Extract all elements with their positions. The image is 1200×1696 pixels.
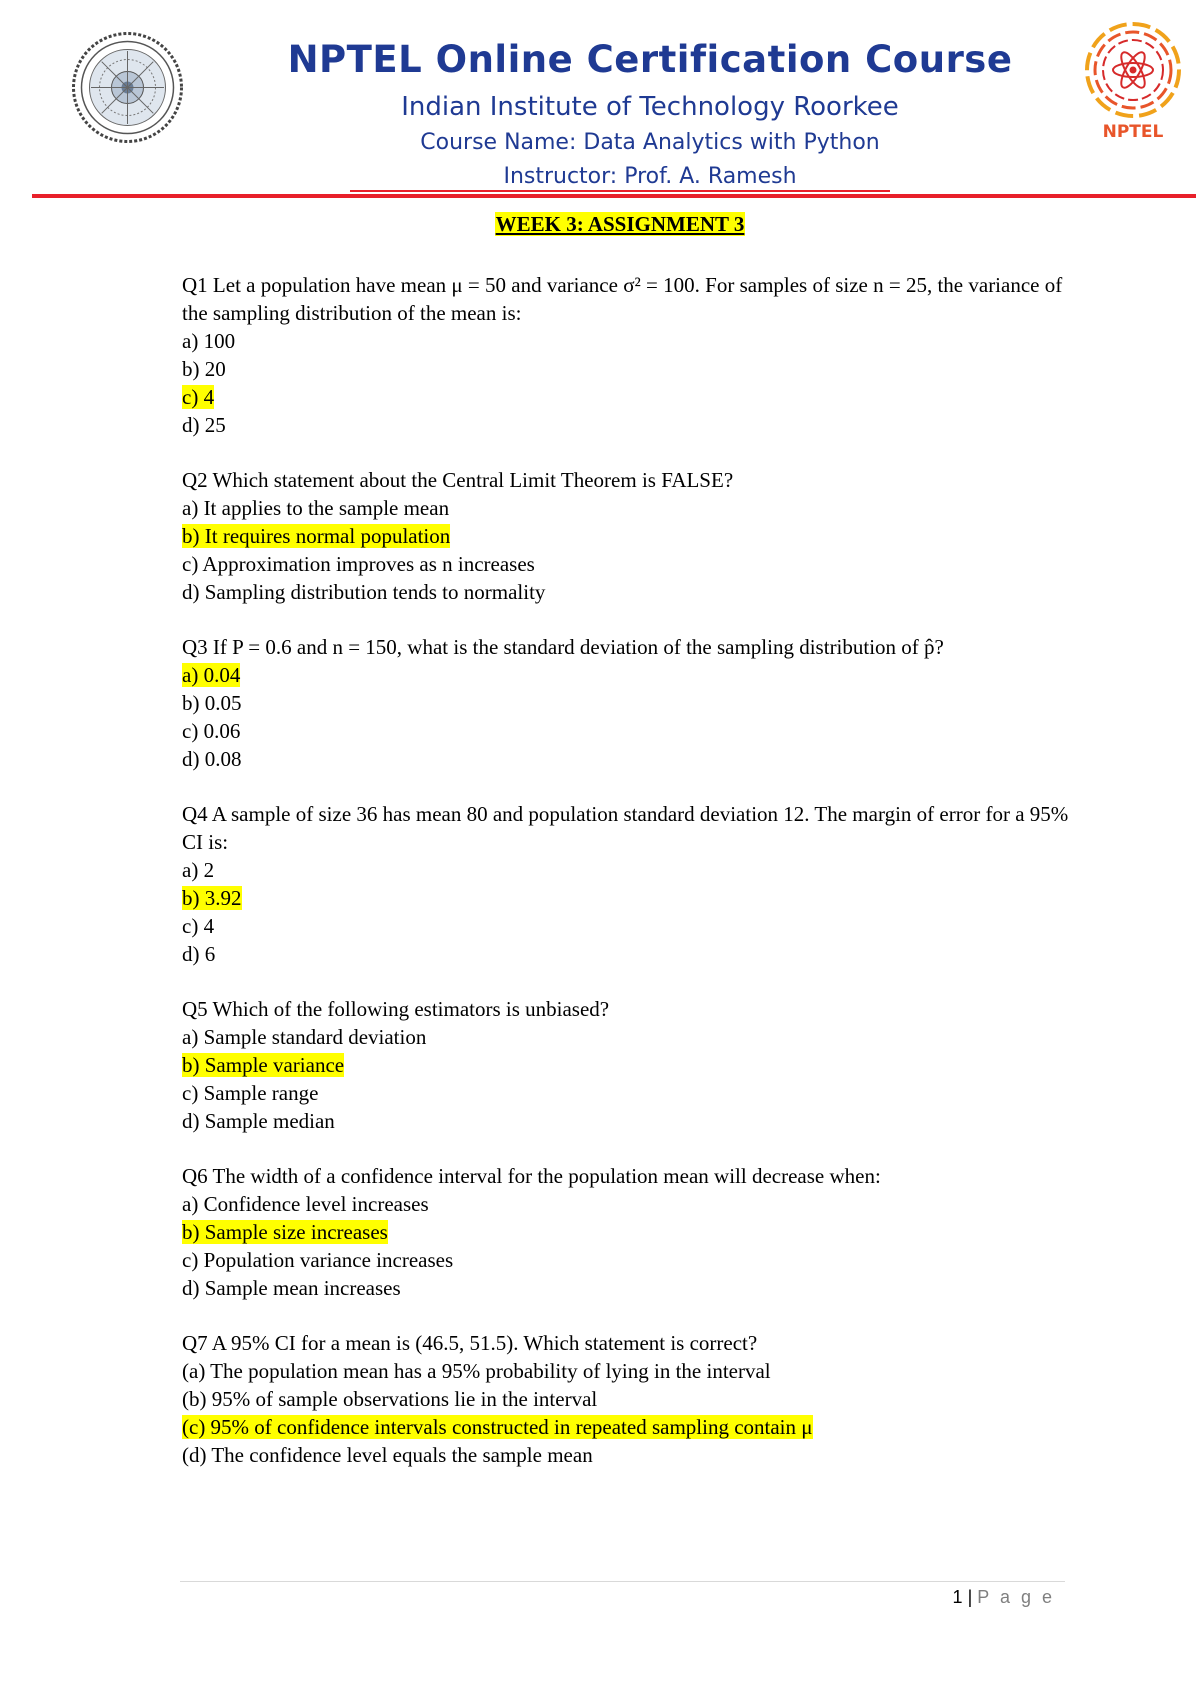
answer-option xyxy=(182,355,1072,383)
option-text: (b) 95% of sample observations lie in the interval xyxy=(182,1387,598,1411)
option-text: d) Sample mean increases xyxy=(182,1276,401,1300)
option-text: (c) 95% of confidence intervals constructed in repeated sampling contain μ xyxy=(182,1415,813,1439)
question-text: Q4 A sample of size 36 has mean 80 and population standard deviation 12. The margin of error for a 95% CI is: xyxy=(182,802,1069,854)
answer-option xyxy=(182,494,1072,522)
option-text: b) Sample variance xyxy=(182,1053,345,1077)
question-block xyxy=(182,1329,1072,1469)
answer-option xyxy=(182,1246,1072,1274)
page-number-value: 1 xyxy=(952,1587,963,1607)
answer-option xyxy=(182,689,1072,717)
question-text: Q1 Let a population have mean μ = 50 and variance σ² = 100. For samples of size n = 25, the variance of the sampling distribution of the mean is: xyxy=(182,273,1063,325)
option-text: c) Population variance increases xyxy=(182,1248,454,1272)
option-text: b) 20 xyxy=(182,357,226,381)
option-text: (a) The population mean has a 95% probability of lying in the interval xyxy=(182,1359,771,1383)
option-text: d) 0.08 xyxy=(182,747,242,771)
option-text: a) 2 xyxy=(182,858,215,882)
page-number xyxy=(900,1587,1055,1608)
answer-option xyxy=(182,1190,1072,1218)
answer-option xyxy=(182,1441,1072,1469)
answer-option xyxy=(182,411,1072,439)
option-text: d) 6 xyxy=(182,942,216,966)
answer-option xyxy=(182,1023,1072,1051)
page-number-separator: | xyxy=(967,1587,973,1607)
option-text: a) 100 xyxy=(182,329,236,353)
nptel-logo-text: NPTEL xyxy=(1102,122,1164,142)
answer-option-correct xyxy=(182,1218,1072,1246)
answer-option-correct xyxy=(182,1051,1072,1079)
institute-name: Indian Institute of Technology Roorkee xyxy=(401,92,899,122)
question-text: Q2 Which statement about the Central Limit Theorem is FALSE? xyxy=(182,468,734,492)
answer-option xyxy=(182,1385,1072,1413)
question-block xyxy=(182,466,1072,606)
question-block xyxy=(182,633,1072,773)
answer-option xyxy=(182,745,1072,773)
answer-option xyxy=(182,1107,1072,1135)
answer-option xyxy=(182,327,1072,355)
nptel-logo xyxy=(1078,18,1188,143)
answer-option-correct xyxy=(182,884,1072,912)
header-rule-thin xyxy=(350,190,890,192)
question-block xyxy=(182,995,1072,1135)
answer-option-correct xyxy=(182,383,1072,411)
option-text: c) 4 xyxy=(182,385,215,409)
nptel-emblem-icon xyxy=(1078,18,1188,143)
question-text: Q6 The width of a confidence interval for the population mean will decrease when: xyxy=(182,1164,881,1188)
answer-option-correct xyxy=(182,1413,1072,1441)
option-text: b) 0.05 xyxy=(182,691,242,715)
course-program-title: NPTEL Online Certification Course xyxy=(287,38,1013,81)
instructor-name: Instructor: Prof. A. Ramesh xyxy=(503,164,797,189)
question-text: Q5 Which of the following estimators is unbiased? xyxy=(182,997,610,1021)
answer-option xyxy=(182,940,1072,968)
option-text: d) Sampling distribution tends to normality xyxy=(182,580,546,604)
option-text: a) It applies to the sample mean xyxy=(182,496,450,520)
option-text: a) 0.04 xyxy=(182,663,241,687)
option-text: b) It requires normal population xyxy=(182,524,451,548)
question-block xyxy=(182,1162,1072,1302)
question-text: Q3 If P = 0.6 and n = 150, what is the standard deviation of the sampling distribution of p̂? xyxy=(182,635,944,659)
option-text: (d) The confidence level equals the sample mean xyxy=(182,1443,593,1467)
option-text: d) Sample median xyxy=(182,1109,335,1133)
option-text: b) Sample size increases xyxy=(182,1220,388,1244)
option-text: c) Sample range xyxy=(182,1081,319,1105)
answer-option xyxy=(182,1357,1072,1385)
answer-option xyxy=(182,856,1072,884)
option-text: a) Sample standard deviation xyxy=(182,1025,427,1049)
footer-rule xyxy=(180,1581,1065,1582)
option-text: a) Confidence level increases xyxy=(182,1192,429,1216)
option-text: c) 0.06 xyxy=(182,719,241,743)
answer-option xyxy=(182,578,1072,606)
answer-option xyxy=(182,912,1072,940)
question-text: Q7 A 95% CI for a mean is (46.5, 51.5). Which statement is correct? xyxy=(182,1331,758,1355)
option-text: b) 3.92 xyxy=(182,886,242,910)
course-name: Course Name: Data Analytics with Python xyxy=(420,130,880,155)
question-block xyxy=(182,271,1072,439)
option-text: c) Approximation improves as n increases xyxy=(182,552,535,576)
assignment-title-text: WEEK 3: ASSIGNMENT 3 xyxy=(495,212,745,236)
answer-option xyxy=(182,717,1072,745)
option-text: c) 4 xyxy=(182,914,215,938)
questions-list xyxy=(182,271,1072,1496)
answer-option xyxy=(182,1079,1072,1107)
question-block xyxy=(182,800,1072,968)
answer-option-correct xyxy=(182,661,1072,689)
option-text: d) 25 xyxy=(182,413,226,437)
answer-option xyxy=(182,550,1072,578)
assignment-title xyxy=(0,212,1200,237)
iit-roorkee-seal-logo xyxy=(70,30,185,145)
answer-option xyxy=(182,1274,1072,1302)
header-rule xyxy=(32,194,1196,198)
page-label: P a g e xyxy=(977,1587,1055,1607)
answer-option-correct xyxy=(182,522,1072,550)
